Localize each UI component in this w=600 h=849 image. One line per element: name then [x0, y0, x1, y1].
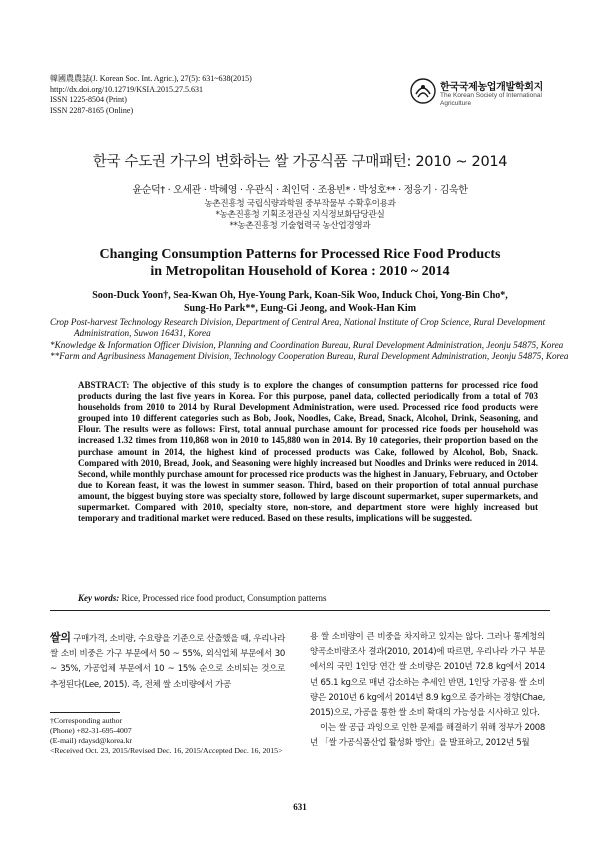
korean-authors: 윤순덕† · 오세관 · 박혜영 · 우관식 · 최인덕 · 조용빈* · 박성호** · 정응기 · 김욱한	[132, 185, 468, 196]
english-affiliations	[50, 317, 570, 362]
body-column-left	[50, 630, 285, 693]
english-title-line1: Changing Consumption Patterns for Processed Rice Food Products	[99, 247, 501, 262]
korean-affiliation-3: **농촌진흥청 기술협력국 농산업경영과	[229, 221, 371, 231]
issn-online: ISSN 2287-8165 (Online)	[50, 105, 134, 115]
keywords	[78, 593, 548, 603]
journal-citation: 韓國農農誌(J. Korean Soc. Int. Agric.), 27(5): 631~638(2015)	[50, 74, 252, 83]
society-name-english	[440, 92, 542, 108]
corresponding-author: †Corresponding author	[50, 716, 123, 725]
korean-title: 한국 수도권 가구의 변화하는 쌀 가공식품 구매패턴: 2010 ~ 2014	[92, 154, 508, 170]
english-authors-line2: Sung-Ho Park**, Eung-Gi Jeong, and Wook-Han Kim	[183, 302, 417, 314]
society-emblem-icon	[410, 78, 436, 104]
keywords-label: Key words:	[78, 593, 120, 603]
english-affiliation-3: **Farm and Agribusiness Management Division, Technology Cooperation Bureau, Rural Development Administration, Jeonju 54875, Korea	[50, 350, 569, 361]
abstract: ABSTRACT: The objective of this study is to explore the changes of consumption patterns for processed rice food products during the last five years in Korea. For this purpose, panel data, collected periodically from a total of 703 households from 2010 to 2014 by Rural Development Administration, were used. Processed rice food products were grouped into 10 different categories such as Bob, Jook, Noodles, Cake, Bread, Snack, Alcohol, Drink, Seasoning, and Flour. The results were as follows: First, total annual purchase amount for processed rice foods per household was increased 1.32 times from 110,868 won in 2010 to 145,880 won in 2014. By 10 categories, their proportion based on the purchase amount in 2014, the highest kind of processed products was Cake, followed by Alcohol, Bob, Snack. Compared with 2010, Bread, Jook, and Seasoning were highly increased but Noodles and Drinks were reduced in 2014. Second, while monthly purchase amount for processed rice products was the highest in January, February, and October due to Korean feast, it was the lowest in summer season. Third, based on their proportion of total annual purchase amount, the biggest buying store was specialty store, followed by large discount supermarket, super supermarkets, and supermarket. Compared with 2010, specialty store, non-store, and department store were highly increased but temporary and traditional market were reduced. Based on these results, implications will be suggested.	[78, 380, 538, 524]
body-left-text: 구매가격, 소비량, 수요량을 기준으로 산출했을 때, 우리나라 쌀 소비 비중은 가구 부문에서 50 ~ 55%, 외식업체 부문에서 30 ~ 35%, 가공업체 부문에서 10 ~ 15% 순으로 소비되는 것으로 추정된다(Lee, 2015). 즉, 전체 쌀 소비량에서 가공	[50, 634, 285, 690]
body-right-paragraph-1: 용 쌀 소비량이 큰 비중을 차지하고 있지는 않다. 그러나 통계청의 양곡소비량조사 결과(2010, 2014)에 따르면, 우리나라 가구 부문에서의 국민 1인당 연간 쌀 소비량은 2010년 72.8 kg에서 2014년 65.1 kg으로 매년 감소하는 추세인 반면, 1인당 가공용 쌀 소비량은 2010년 6 kg에서 2014년 8.9 kg으로 증가하는 경향(Chae, 2015)으로, 가공을 통한 쌀 소비 확대의 가능성을 시사하고 있다.	[310, 632, 545, 719]
received-dates: <Received Oct. 23, 2015/Revised Dec. 16, 2015/Accepted Dec. 16, 2015>	[50, 746, 283, 755]
society-name-korean: 한국국제농업개발학회지	[440, 82, 543, 93]
email[interactable]: (E-mail) rdaysd@korea.kr	[50, 736, 133, 745]
english-affiliation-1: Crop Post-harvest Technology Research Division, Department of Central Area, National Institute of Crop Science, Rural Development Administration, Suwon 16431, Korea	[50, 317, 546, 339]
page-number: 631	[293, 802, 307, 812]
english-title-line2: in Metropolitan Household of Korea : 2010 ~ 2014	[150, 263, 450, 279]
korean-affiliations	[0, 199, 600, 232]
english-title	[0, 247, 600, 280]
footnote	[50, 716, 300, 756]
body-right-paragraph-2: 이는 쌀 공급 과잉으로 인한 문제를 해결하기 위해 정부가 2008년 「쌀 가공식품산업 활성화 방안」을 발표하고, 2012년 5월	[310, 723, 545, 749]
keywords-text: Rice, Processed rice food product, Consumption patterns	[121, 593, 327, 603]
journal-header	[50, 74, 252, 116]
section-divider	[50, 610, 550, 611]
english-authors-line1: Soon-Duck Yoon†, Sea-Kwan Oh, Hye-Young Park, Koan-Sik Woo, Induck Choi, Yong-Bin Cho*,	[92, 290, 508, 301]
society-logo	[410, 76, 560, 116]
footnote-divider	[50, 712, 120, 713]
doi-link[interactable]: http://dx.doi.org/10.12719/KSIA.2015.27.5.631	[50, 84, 203, 94]
korean-affiliation-2: *농촌진흥청 기획조정관실 지식정보화담당관실	[215, 210, 385, 220]
english-affiliation-2: *Knowledge & Information Officer Division, Planning and Coordination Bureau, Rural Development Administration, Jeonju 54875, Korea	[50, 339, 564, 350]
body-column-right	[310, 630, 545, 752]
korean-affiliation-1: 농촌진흥청 국립식량과학원 중부작물부 수확후이용과	[204, 199, 396, 209]
society-name-english-line1: The Korean Society of International	[440, 92, 542, 99]
dropcap-word: 쌀의	[50, 631, 71, 644]
english-authors	[0, 290, 600, 315]
society-name-english-line2: Agriculture	[440, 100, 472, 107]
phone: (Phone) +82-31-695-4007	[50, 726, 132, 735]
issn-print: ISSN 1225-8504 (Print)	[50, 95, 127, 104]
